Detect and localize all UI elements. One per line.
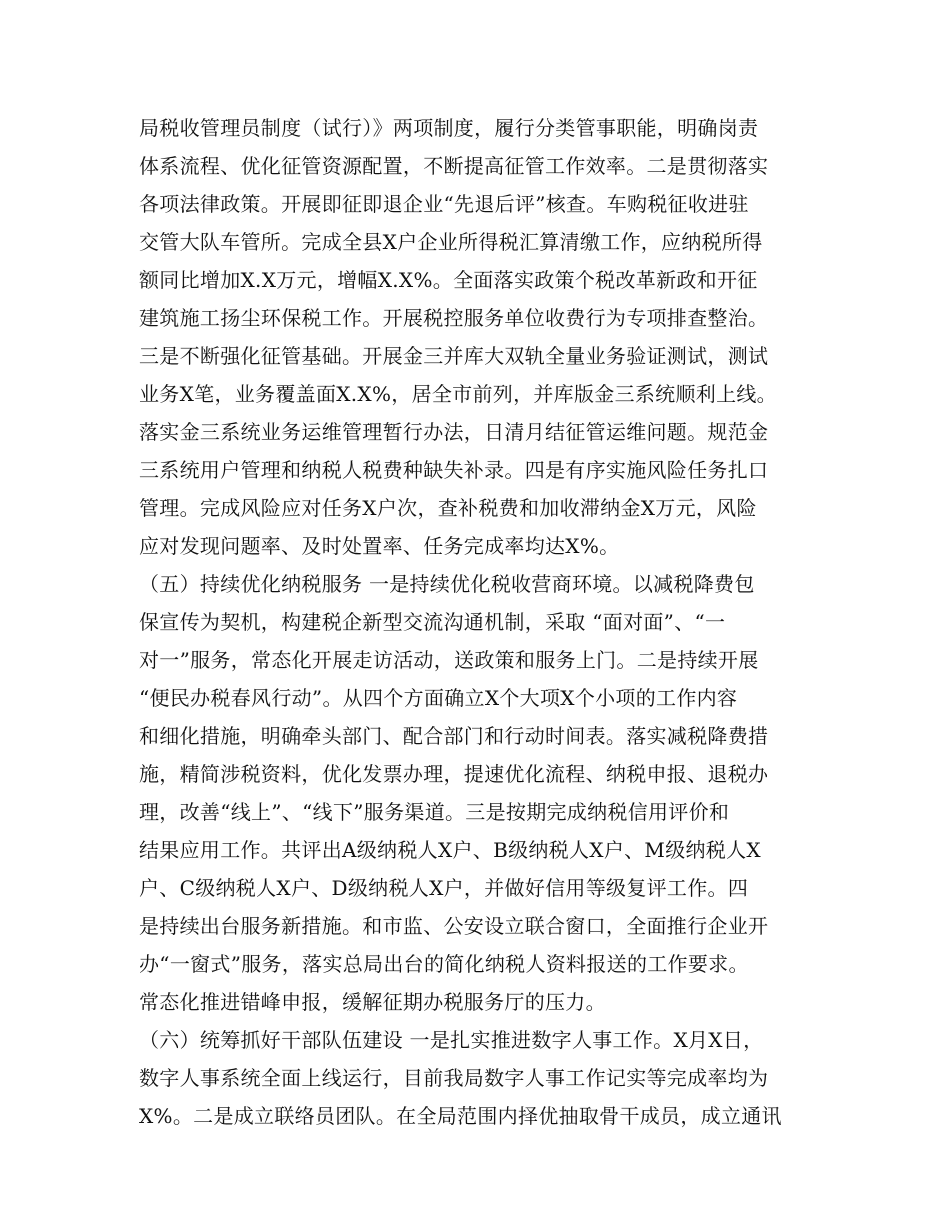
text-line: 对一”服务，常态化开展走访活动，送政策和服务上门。二是持续开展 <box>139 648 759 672</box>
text-line: 三系统用户管理和纳税人税费种缺失补录。四是有序实施风险任务扎口 <box>139 458 769 482</box>
text-line: 和细化措施，明确牵头部门、配合部门和行动时间表。落实减税降费措 <box>139 724 769 748</box>
text-line: 额同比增加X.X万元，增幅X.X%。全面落实政策个税改革新政和开征 <box>139 268 758 292</box>
section-heading-5: （五）持续优化纳税服务 一是持续优化税收营商环境。以减税降费包 <box>139 572 755 596</box>
text-line: 办“一窗式”服务，落实总局出台的简化纳税人资料报送的工作要求。 <box>139 952 749 976</box>
text-line: 落实金三系统业务运维管理暂行办法，日清月结征管运维问题。规范金 <box>139 420 769 444</box>
text-line: 是持续出台服务新措施。和市监、公安设立联合窗口，全面推行企业开 <box>139 914 769 938</box>
text-line: 业务X笔，业务覆盖面X.X%，居全市前列，并库版金三系统顺利上线。 <box>139 382 777 406</box>
text-line: X%。二是成立联络员团队。在全局范围内择优抽取骨干成员，成立通讯 <box>139 1104 782 1128</box>
text-line: 局税收管理员制度（试行）》两项制度，履行分类管事职能，明确岗责 <box>139 116 759 140</box>
text-line: 体系流程、优化征管资源配置，不断提高征管工作效率。二是贯彻落实 <box>139 154 769 178</box>
text-line: 户、C级纳税人X户、D级纳税人X户，并做好信用等级复评工作。四 <box>139 876 749 900</box>
text-line: “便民办税春风行动”。从四个方面确立X个大项X个小项的工作内容 <box>139 686 738 710</box>
text-line: 理，改善“线上”、“线下”服务渠道。三是按期完成纳税信用评价和 <box>139 800 730 824</box>
text-line: 各项法律政策。开展即征即退企业“先退后评”核查。车购税征收进驻 <box>139 192 749 216</box>
text-line: 保宣传为契机，构建税企新型交流沟通机制，采取 “面对面”、“一 <box>139 610 726 634</box>
text-line: 三是不断强化征管基础。开展金三并库大双轨全量业务验证测试，测试 <box>139 344 769 368</box>
text-line: 施，精简涉税资料，优化发票办理，提速优化流程、纳税申报、退税办 <box>139 762 769 786</box>
text-line: 建筑施工扬尘环保税工作。开展税控服务单位收费行为专项排查整治。 <box>139 306 769 330</box>
text-line: 结果应用工作。共评出A级纳税人X户、B级纳税人X户、M级纳税人X <box>139 838 761 862</box>
text-line: 管理。完成风险应对任务X户次，查补税费和加收滞纳金X万元，风险 <box>139 496 757 520</box>
section-heading-6: （六）统筹抓好干部队伍建设 一是扎实推进数字人事工作。X月X日， <box>139 1028 764 1052</box>
text-line: 交管大队车管所。完成全县X户企业所得税汇算清缴工作，应纳税所得 <box>139 230 763 254</box>
text-line: 应对发现问题率、及时处置率、任务完成率均达X%。 <box>139 534 620 558</box>
text-line: 常态化推进错峰申报，缓解征期办税服务厅的压力。 <box>139 990 606 1014</box>
text-line: 数字人事系统全面上线运行，目前我局数字人事工作记实等完成率均为 <box>139 1066 769 1090</box>
